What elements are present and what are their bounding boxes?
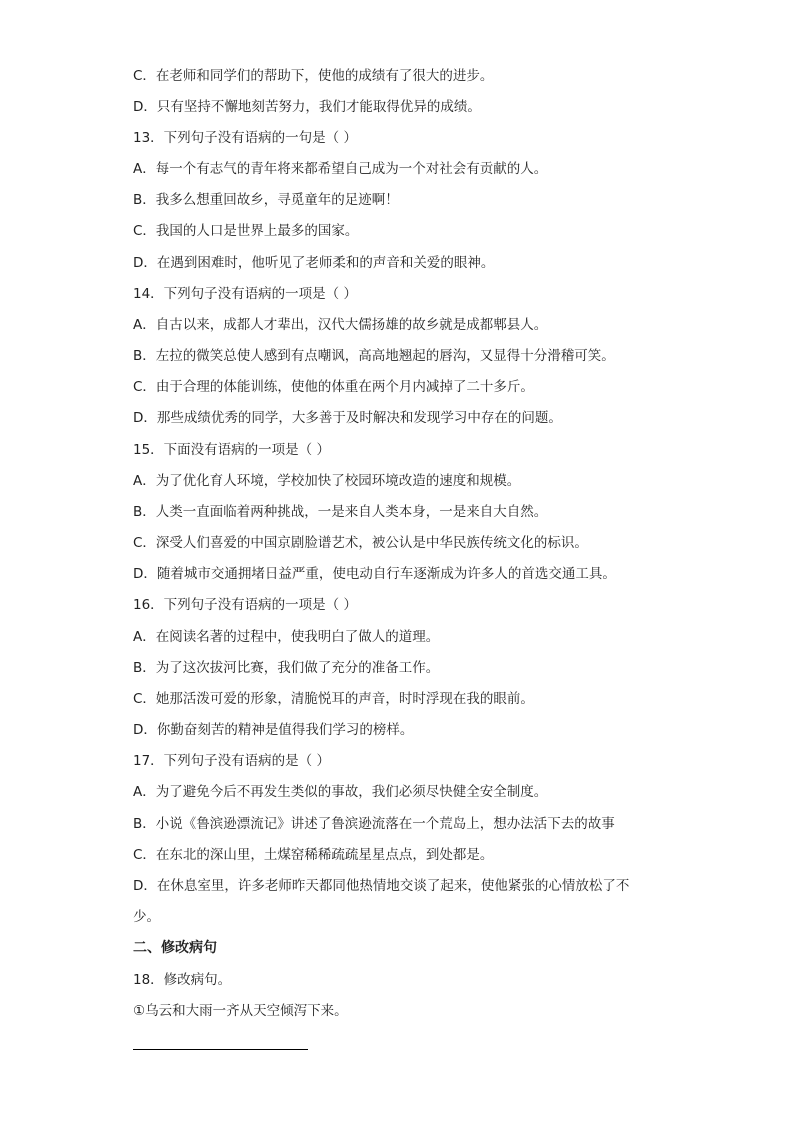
- option-line: A．为了避免今后不再发生类似的事故，我们必须尽快健全安全制度。: [133, 784, 548, 800]
- option-line: C．她那活泼可爱的形象，清脆悦耳的声音，时时浮现在我的眼前。: [133, 691, 534, 707]
- question-14: 14．下列句子没有语病的一项是（ ）: [133, 286, 357, 302]
- option-line: C．深受人们喜爱的中国京剧脸谱艺术，被公认是中华民族传统文化的标识。: [133, 535, 588, 551]
- answer-blank-line[interactable]: [133, 1049, 308, 1050]
- option-line: A．每一个有志气的青年将来都希望自己成为一个对社会有贡献的人。: [133, 161, 548, 177]
- question-18-item: ①乌云和大雨一齐从天空倾泻下来。: [133, 1003, 348, 1019]
- option-line: B．我多么想重回故乡，寻觅童年的足迹啊！: [133, 192, 399, 208]
- option-line: B．人类一直面临着两种挑战，一是来自人类本身，一是来自大自然。: [133, 504, 548, 520]
- question-18: 18．修改病句。: [133, 972, 232, 988]
- option-line: B．左拉的微笑总使人感到有点嘲讽，高高地翘起的唇沟，又显得十分滑稽可笑。: [133, 348, 615, 364]
- option-line: C．我国的人口是世界上最多的国家。: [133, 223, 359, 239]
- option-line: D．只有坚持不懈地刻苦努力，我们才能取得优异的成绩。: [133, 99, 481, 115]
- question-17: 17．下列句子没有语病的是（ ）: [133, 753, 330, 769]
- option-line: C．由于合理的体能训练，使他的体重在两个月内减掉了二十多斤。: [133, 379, 534, 395]
- option-line: C．在老师和同学们的帮助下，使他的成绩有了很大的进步。: [133, 68, 494, 84]
- question-15: 15．下面没有语病的一项是（ ）: [133, 442, 330, 458]
- section-title: 二、修改病句: [133, 940, 217, 956]
- option-line: D．你勤奋刻苦的精神是值得我们学习的榜样。: [133, 722, 414, 738]
- option-line: C．在东北的深山里，土煤窑稀稀疏疏星星点点，到处都是。: [133, 847, 494, 863]
- option-line: A．自古以来，成都人才辈出，汉代大儒扬雄的故乡就是成都郫县人。: [133, 317, 548, 333]
- question-16: 16．下列句子没有语病的一项是（ ）: [133, 597, 357, 613]
- option-line: B．为了这次拔河比赛，我们做了充分的准备工作。: [133, 660, 440, 676]
- option-line: A．在阅读名著的过程中，使我明白了做人的道理。: [133, 629, 440, 645]
- question-13: 13．下列句子没有语病的一句是（ ）: [133, 130, 357, 146]
- option-line: B．小说《鲁滨逊漂流记》讲述了鲁滨逊流落在一个荒岛上，想办法活下去的故事: [133, 816, 615, 832]
- option-line: D．在休息室里，许多老师昨天都同他热情地交谈了起来，使他紧张的心情放松了不少。: [133, 878, 630, 925]
- option-line: D．在遇到困难时，他听见了老师柔和的声音和关爱的眼神。: [133, 255, 495, 271]
- option-line: D．随着城市交通拥堵日益严重，使电动自行车逐渐成为许多人的首选交通工具。: [133, 566, 616, 582]
- option-line: A．为了优化育人环境，学校加快了校园环境改造的速度和规模。: [133, 473, 521, 489]
- option-line: D．那些成绩优秀的同学，大多善于及时解决和发现学习中存在的问题。: [133, 410, 562, 426]
